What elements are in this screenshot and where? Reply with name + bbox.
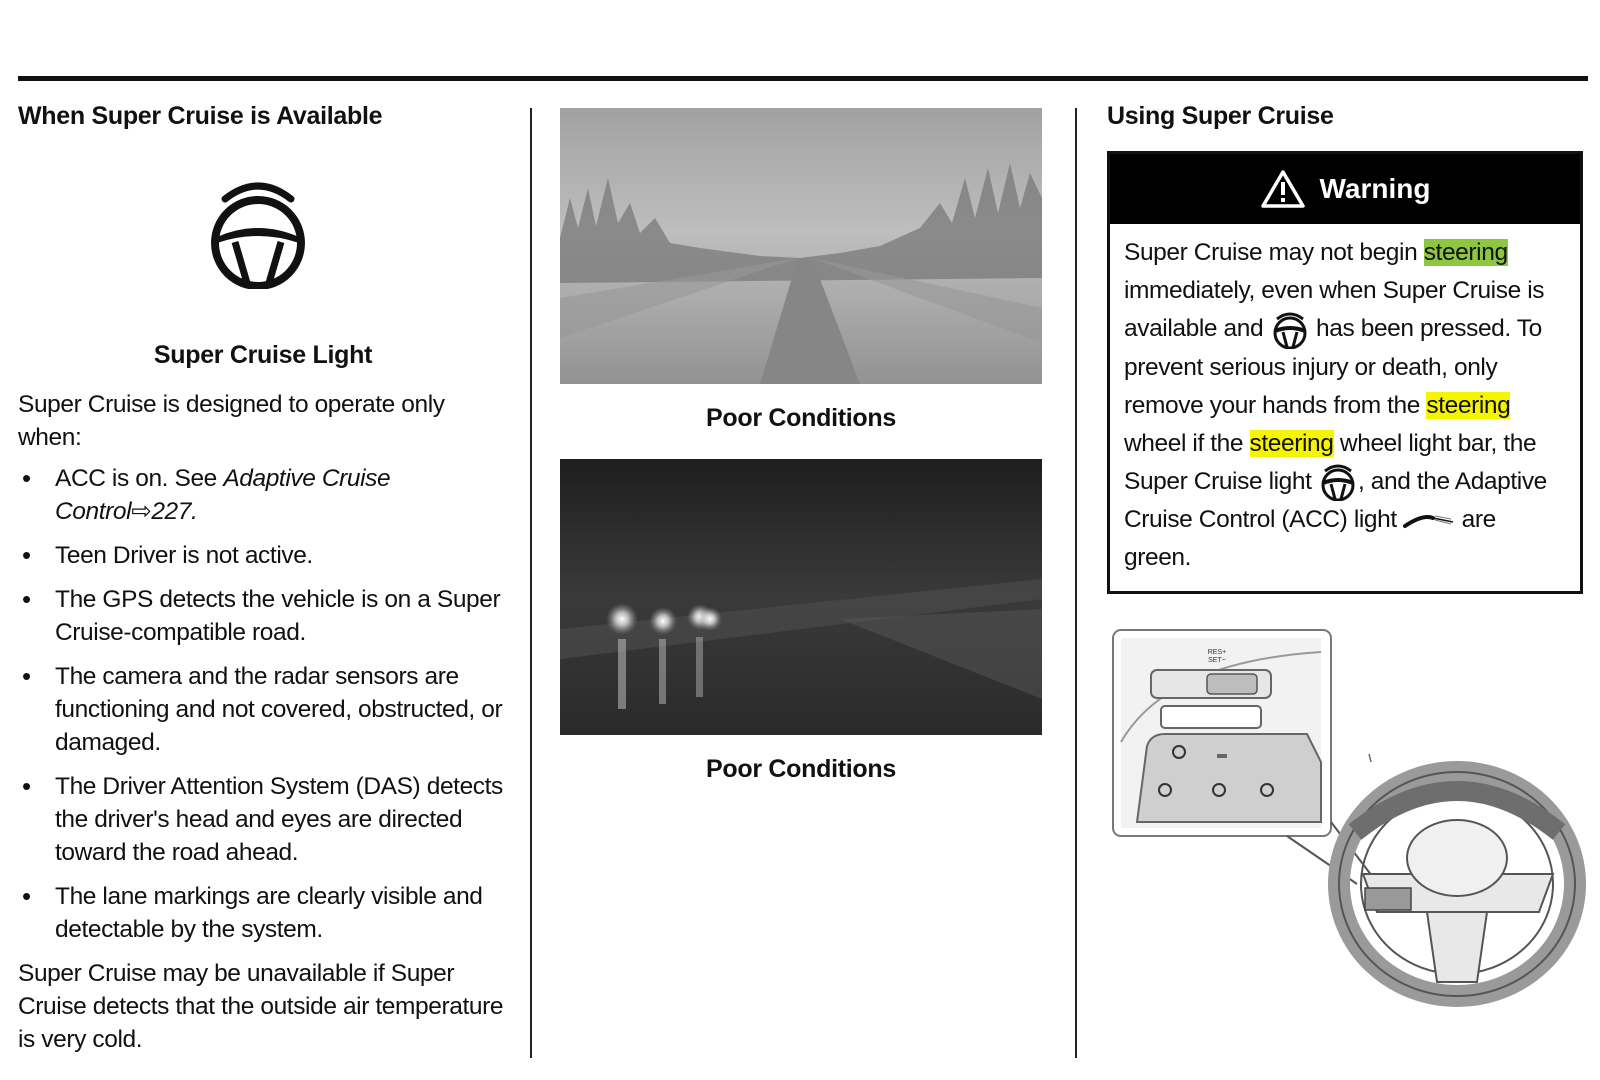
column-using	[1107, 102, 1589, 1012]
highlight-steering: steering	[1423, 239, 1508, 266]
list-item: • The camera and the radar sensors are functioning and not covered, obstructed, or damaged.	[18, 660, 508, 759]
res-label: RES+	[1207, 649, 1227, 657]
adaptive-cruise-link[interactable]: Adaptive Cruise Control	[55, 465, 391, 525]
steering-wheel	[1339, 772, 1575, 996]
column-divider-left	[530, 108, 532, 1058]
column-divider-right	[1075, 108, 1077, 1058]
page-ref-arrow-icon: ⇨	[131, 498, 152, 525]
section-heading-using: Using Super Cruise	[1107, 102, 1334, 130]
list-item: • Teen Driver is not active.	[18, 539, 508, 572]
highlight-steering: steering	[1249, 429, 1334, 457]
warning-title: Warning	[1319, 173, 1431, 204]
steering-wheel-illustration	[1107, 622, 1589, 1012]
page-ref-number[interactable]: 227.	[151, 498, 198, 525]
photo-caption-2: Poor Conditions	[706, 755, 896, 783]
list-item: • The lane markings are clearly visible and detectable by the system.	[18, 880, 508, 946]
list-item: • The Driver Attention System (DAS) detects the driver's head and eyes are directed toward the road ahead.	[18, 770, 508, 869]
warning-text: are green.	[1124, 506, 1496, 572]
highlight-steering: steering	[1426, 391, 1511, 419]
photo-caption-1: Poor Conditions	[706, 404, 896, 432]
warning-box	[1107, 151, 1583, 594]
requirement-acc-text: ACC is on. See	[55, 465, 224, 492]
warning-text: wheel light bar, the Super Cruise light	[1124, 429, 1537, 495]
list-item: • The GPS detects the vehicle is on a Super Cruise-compatible road.	[18, 583, 508, 649]
section-heading-availability: When Super Cruise is Available	[18, 102, 383, 130]
requirement-list	[18, 462, 508, 946]
night-rain-photo	[560, 459, 1042, 735]
warning-header	[1110, 154, 1580, 224]
super-cruise-light-icon	[205, 179, 311, 289]
warning-text: , and the Adaptive Cruise Control (ACC) light	[1124, 467, 1547, 534]
super-cruise-button-icon	[1270, 311, 1310, 349]
top-rule	[18, 76, 1588, 81]
warning-text: immediately, even when Super Cruise is available and	[1124, 277, 1545, 342]
availability-intro: Super Cruise is designed to operate only when:	[18, 391, 445, 451]
acc-light-icon	[1403, 510, 1455, 532]
column-availability	[18, 102, 508, 1056]
set-label: SET−	[1208, 657, 1226, 665]
warning-text: has been pressed. To prevent serious injury or death, only remove your hands from the	[1124, 315, 1542, 419]
super-cruise-light-icon	[1318, 463, 1358, 501]
gap-switch-icon[interactable]	[1217, 754, 1227, 758]
warning-triangle-icon	[1260, 169, 1306, 209]
light-caption: Super Cruise Light	[153, 341, 373, 369]
column-conditions	[560, 108, 1042, 784]
cold-temperature-note: Super Cruise may be unavailable if Super Cruise detects that the outside air temperature is very cold.	[18, 960, 504, 1053]
warning-text: wheel if the	[1124, 429, 1250, 457]
warning-text: Super Cruise may not begin	[1124, 239, 1424, 266]
list-item	[18, 462, 508, 528]
warning-body	[1110, 224, 1580, 591]
foggy-road-photo	[560, 108, 1042, 384]
